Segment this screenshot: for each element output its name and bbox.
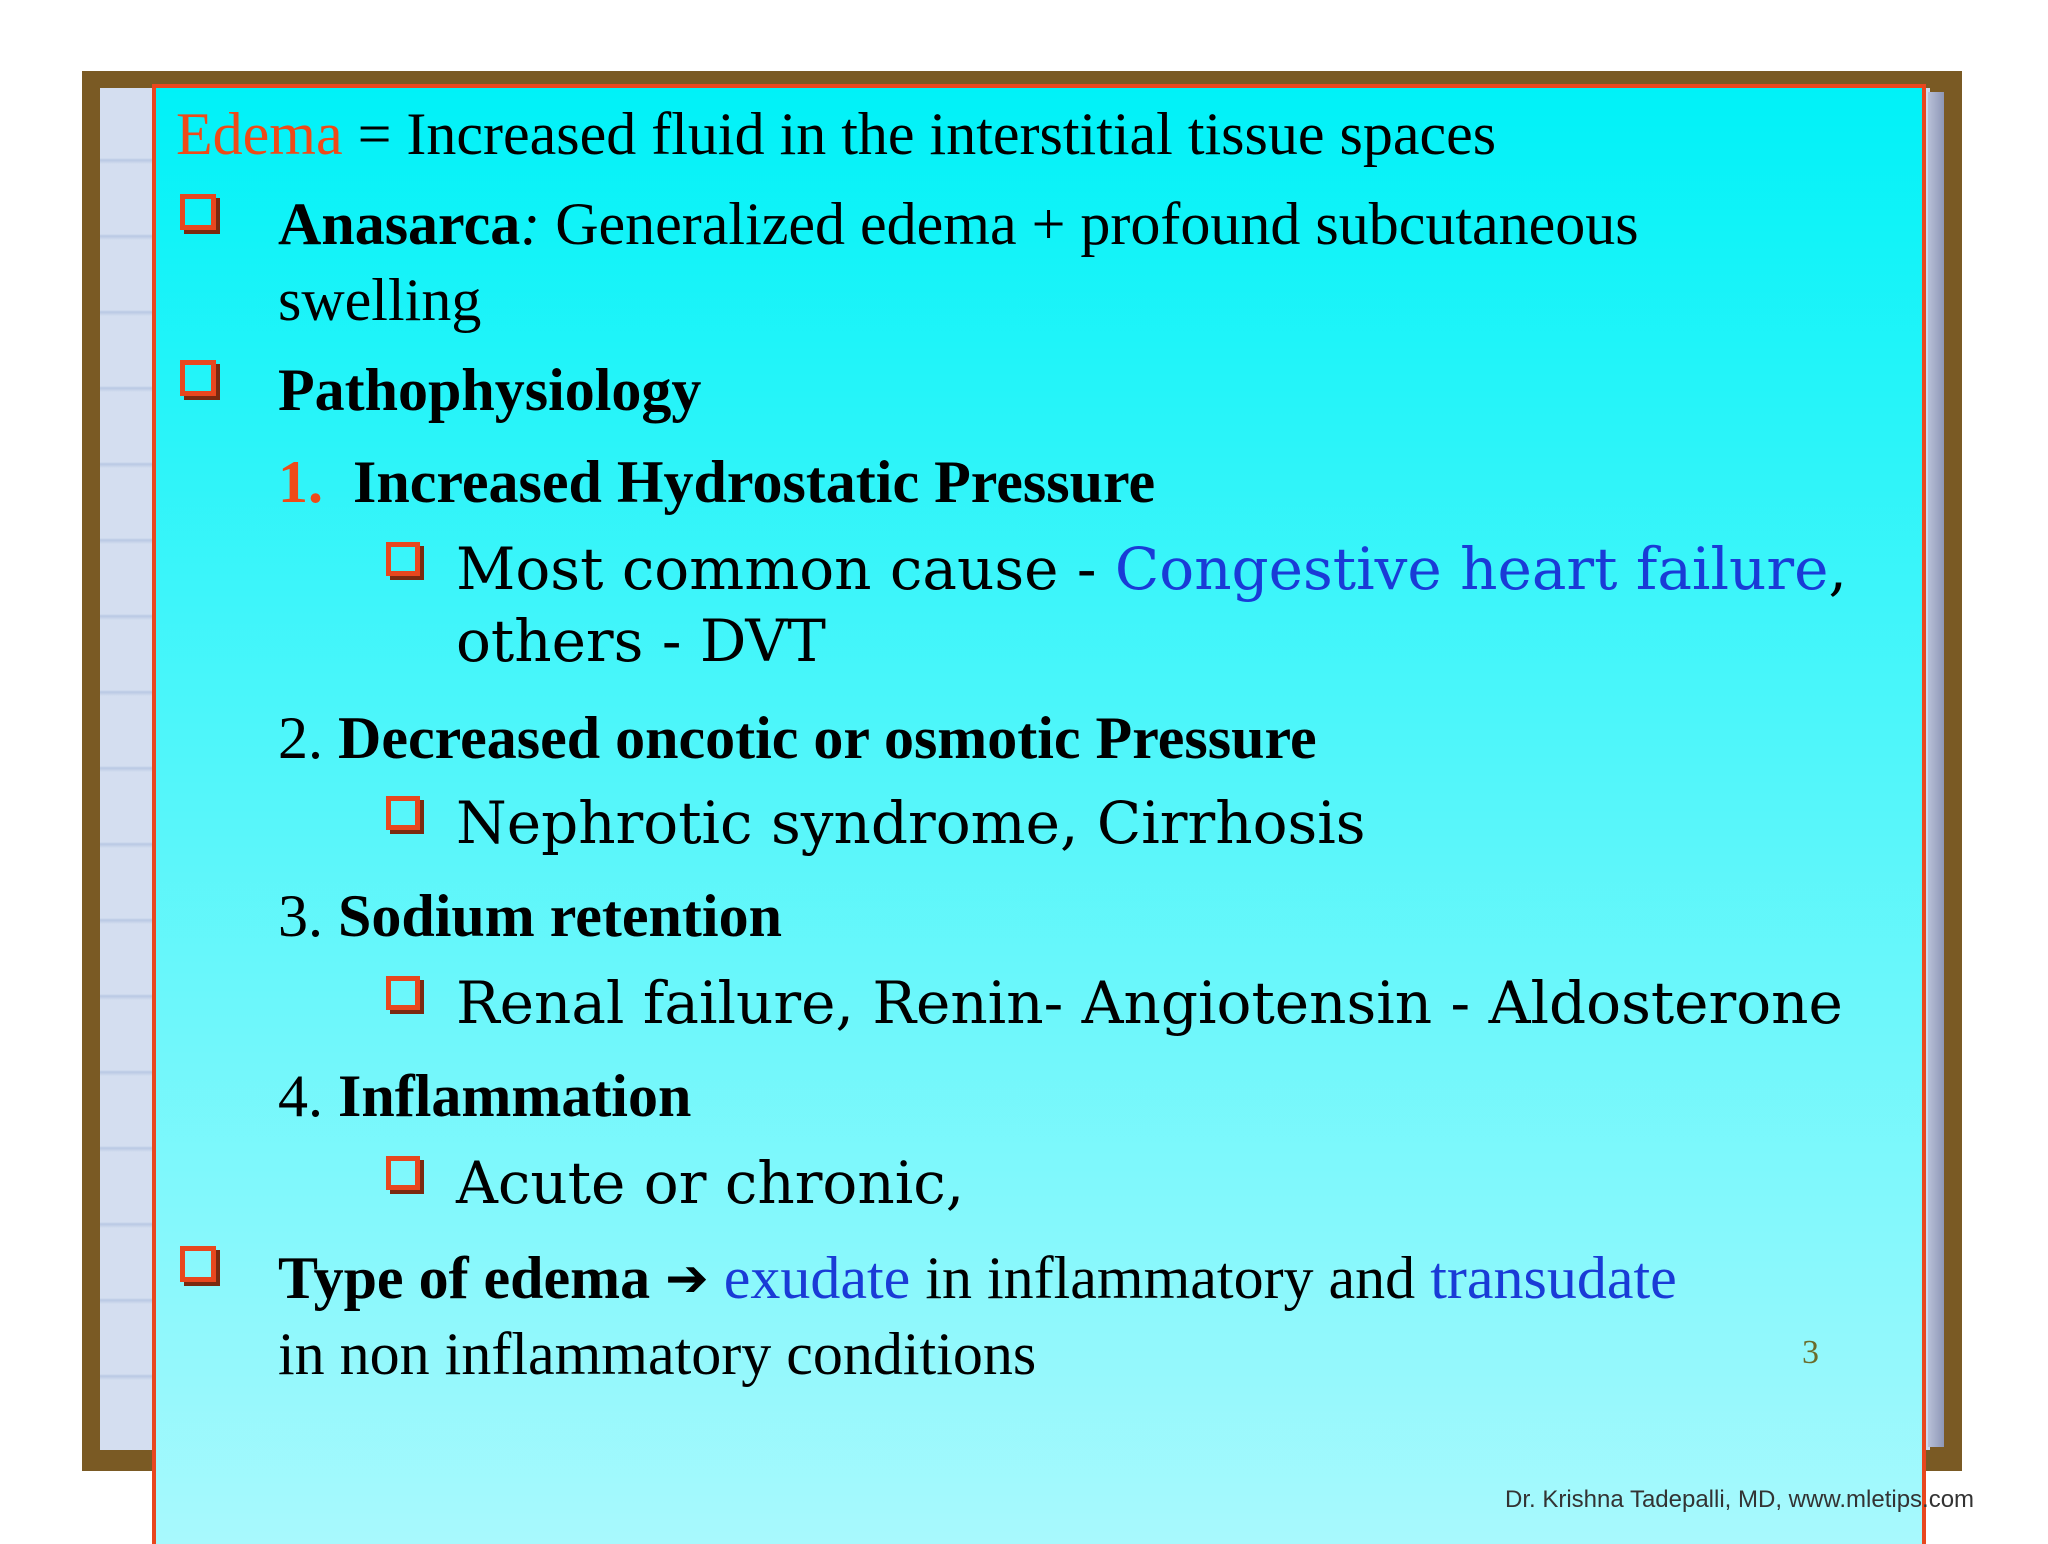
item-1-sub-prefix: Most common cause -: [456, 535, 1115, 603]
item-4-number: 4.: [278, 1063, 323, 1129]
anasarca-term: Anasarca: [278, 191, 521, 257]
item-4-heading: [278, 1063, 692, 1129]
anasarca-line1: [278, 191, 1639, 257]
sub-bullet-checkbox-icon: [386, 796, 420, 830]
item-2-number: 2.: [278, 705, 323, 771]
sub-bullet-checkbox-icon: [386, 542, 420, 576]
item-3-number: 3.: [278, 883, 323, 949]
right-edge-strip: [1928, 92, 1944, 1447]
page-number: 3: [1802, 1334, 1819, 1371]
item-3-heading: [278, 883, 782, 949]
item-4-sub: Acute or chronic,: [456, 1149, 965, 1217]
title-definition: = Increased fluid in the interstitial tissue spaces: [342, 101, 1497, 167]
type-of-edema-line2: in non inflammatory conditions: [278, 1321, 1037, 1387]
item-1-sub-highlight: Congestive heart failure: [1114, 535, 1829, 603]
pathophysiology-heading: Pathophysiology: [278, 357, 702, 423]
item-3-title: Sodium retention: [338, 883, 782, 949]
item-1-sub-line1: [456, 535, 1847, 603]
right-arrow-icon: ➔: [665, 1249, 709, 1309]
item-1-sub-suffix: ,: [1828, 535, 1847, 603]
sub-bullet-checkbox-icon: [386, 976, 420, 1010]
bullet-checkbox-icon: [180, 1246, 216, 1282]
type-of-edema-middle: in inflammatory and: [910, 1245, 1431, 1311]
item-2-heading: [278, 705, 1317, 771]
anasarca-colon: :: [520, 191, 541, 257]
anasarca-text: Generalized edema + profound subcutaneous: [540, 191, 1639, 257]
sub-bullet-checkbox-icon: [386, 1156, 420, 1190]
anasarca-line2: swelling: [278, 267, 482, 333]
exudate-term: exudate: [723, 1245, 911, 1311]
transudate-term: transudate: [1430, 1245, 1677, 1311]
title-line: [176, 101, 1497, 167]
item-2-title: Decreased oncotic or osmotic Pressure: [338, 705, 1317, 771]
type-of-edema-label: Type of edema: [278, 1245, 651, 1311]
item-4-title: Inflammation: [338, 1063, 692, 1129]
bullet-checkbox-icon: [180, 360, 216, 396]
footer-credit: Dr. Krishna Tadepalli, MD, www.mletips.com: [1505, 1486, 1975, 1513]
item-3-sub: Renal failure, Renin- Angiotensin - Aldosterone: [456, 969, 1843, 1037]
item-1-sub-line2: others - DVT: [456, 607, 826, 675]
item-1-title: Increased Hydrostatic Pressure: [353, 449, 1156, 515]
item-1-number: 1.: [278, 449, 323, 515]
type-of-edema-line1: [278, 1245, 1677, 1311]
item-1-heading: [278, 449, 1156, 515]
title-term: Edema: [176, 101, 343, 167]
item-2-sub: Nephrotic syndrome, Cirrhosis: [456, 789, 1366, 857]
bullet-checkbox-icon: [180, 194, 216, 230]
